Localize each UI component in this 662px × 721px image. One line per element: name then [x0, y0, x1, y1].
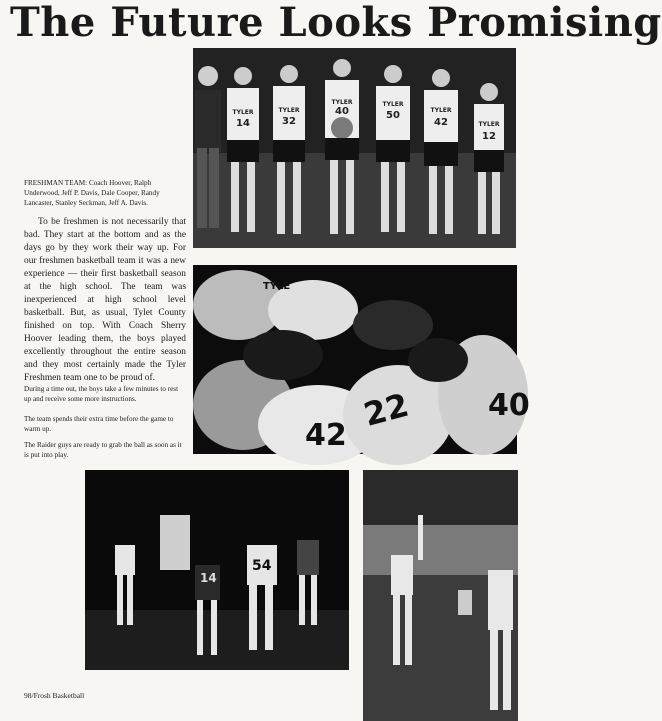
- game-number-2: 54: [252, 558, 272, 574]
- jersey-number-5: 42: [434, 117, 448, 128]
- huddle-photo: [193, 265, 530, 454]
- jersey-number-6: 12: [482, 131, 496, 142]
- page-title: The Future Looks Promising: [10, 0, 662, 46]
- jersey-school-2: TYLER: [278, 107, 300, 114]
- game-number-1: 14: [200, 571, 217, 585]
- raiders-caption: The Raider guys are ready to grab the ball as soon as it is put into play.: [24, 441, 182, 459]
- jersey-number-1: 14: [236, 118, 250, 129]
- jersey-school-5: TYLER: [430, 107, 452, 114]
- huddle-jersey-school: TYLE: [263, 281, 291, 292]
- timeout-caption: During a time out, the boys take a few minutes to rest up and receive some more instructions.: [24, 385, 179, 403]
- page-folio: 98/Frosh Basketball: [24, 691, 85, 700]
- shooting-photo: [363, 470, 518, 721]
- jersey-number-4: 50: [386, 110, 400, 121]
- huddle-number-1: 42: [305, 418, 347, 453]
- jersey-school-3: TYLER: [331, 99, 353, 106]
- huddle-number-2: 22: [359, 385, 413, 434]
- jersey-school-1: TYLER: [232, 109, 254, 116]
- jersey-school-6: TYLER: [478, 121, 500, 128]
- story-text: To be freshmen is not necessarily that bad. They start at the bottom and as the days go by they work their way up. For our freshmen basketball team it was a new experience — their first basketball season at the high school. The team was inexperienced at high school level basketball. But, as usual, Tylet County finished on top. With Coach Sherry Hoover leading them, the boys played excellently throughout the entire season and they most certainly made the Tyler Freshmen team one to be proud of.: [24, 217, 186, 383]
- jersey-number-2: 32: [282, 116, 296, 127]
- game-photo: [85, 470, 349, 670]
- warmup-caption: The team spends their extra time before the game to warm up.: [24, 415, 174, 433]
- jersey-number-3: 40: [335, 106, 349, 117]
- huddle-number-3: 40: [488, 388, 530, 423]
- jersey-school-4: TYLER: [382, 101, 404, 108]
- team-photo: [193, 48, 516, 248]
- team-caption: FRESHMAN TEAM: Coach Hoover, Ralph Underwood, Jeff P. Davis, Dale Cooper, Randy Lancaster, Stanley Seckman, Jeff A. Davis.: [24, 179, 160, 207]
